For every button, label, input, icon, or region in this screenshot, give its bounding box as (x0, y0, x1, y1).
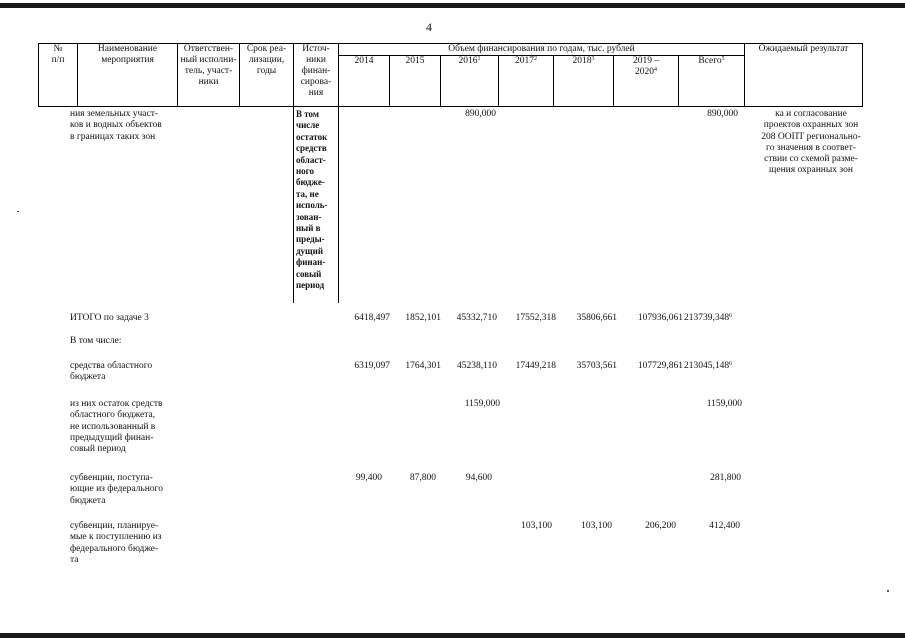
regional-total: 213045,148$^6$ (684, 361, 733, 371)
total-2016: 45332,710 (456, 313, 497, 323)
header-year-total: Всего$^5$ (679, 56, 745, 107)
cont-name: ния земельных участ- ков и водных объектов в границах таких зон (70, 109, 162, 142)
regional-2018: 35703,561 (576, 361, 617, 371)
regional-2016: 45238,110 (456, 361, 497, 371)
regional-label: средства областного бюджета (70, 361, 153, 383)
header-year-2017: 2017$^2$ (499, 56, 554, 107)
scan-speck (17, 211, 19, 212)
bottom-border (0, 633, 905, 638)
federal-2014: 99,400 (355, 473, 382, 483)
header-col-source: Источ- ники финан- сирова- ния (294, 44, 339, 107)
federal-2016: 94,600 (465, 473, 492, 483)
remainder-label: из них остаток средств областного бюджета, не использованный в предыдущий финан- совый период (70, 399, 163, 455)
regional-2015: 1764,301 (405, 361, 441, 371)
header-year-2015: 2015 (390, 56, 441, 107)
regional-2014: 6319,097 (354, 361, 390, 371)
header-col-financing: Объем финансирования по годам, тыс. рублей (339, 44, 745, 56)
federal-2015: 87,800 (409, 473, 436, 483)
federal-total: 281,800 (710, 473, 741, 483)
regional-2017: 17449,218 (515, 361, 556, 371)
column-divider (338, 107, 339, 303)
cont-total: 890,000 (707, 109, 738, 119)
cont-2016: 890,000 (465, 109, 496, 119)
header-year-2016: 2016$^1$ (441, 56, 499, 107)
header-year-2018: 2018$^3$ (554, 56, 614, 107)
top-border (0, 3, 905, 8)
remainder-2016: 1159,000 (464, 399, 500, 409)
header-year-2014: 2014 (339, 56, 390, 107)
planned-total: 412,400 (709, 521, 740, 531)
total-all: 213739,348$^6$ (684, 313, 733, 323)
page-number: 4 (426, 20, 432, 34)
regional-2019: 107729,861 (637, 361, 683, 371)
header-col-number: № п/п (39, 44, 78, 107)
header-year-2019-2020: 2019 – 2020$^4$ (614, 56, 679, 107)
remainder-total: 1159,000 (706, 399, 742, 409)
total-2014: 6418,497 (354, 313, 390, 323)
table-header (38, 43, 863, 107)
total-2017: 17552,318 (515, 313, 556, 323)
planned-2017: 103,100 (521, 521, 552, 531)
header-col-result: Ожидаемый результат (745, 44, 863, 107)
cont-source: В том числе остаток средств област- ного бюдже- та, не исполь- зован- ный в преды- дущий финан- совый период (296, 109, 328, 291)
header-col-responsible: Ответствен- ный исполни- тель, участ- ники (178, 44, 240, 107)
header-col-term: Срок реа- лизации, годы (240, 44, 294, 107)
federal-label: субвенции, поступа- ющие из федерального бюджета (70, 473, 163, 506)
planned-2019: 206,200 (645, 521, 676, 531)
including-label: В том числе: (70, 336, 122, 346)
total-2018: 35806,661 (576, 313, 617, 323)
total-label: ИТОГО по задаче 3 (70, 313, 149, 323)
total-2019: 107936,061 (637, 313, 683, 323)
planned-label: субвенции, планируе- мые к поступлению из федерального бюдже- та (70, 521, 162, 565)
cont-result: ка и согласование проектов охранных зон 208 ООПТ регионально- го значения в соответ- ствии со схемой разме- щения охранных зон (761, 109, 861, 176)
planned-2018: 103,100 (581, 521, 612, 531)
header-col-name: Наименование мероприятия (78, 44, 178, 107)
total-2015: 1852,101 (405, 313, 441, 323)
column-divider (293, 107, 294, 303)
scan-speck (887, 590, 889, 592)
